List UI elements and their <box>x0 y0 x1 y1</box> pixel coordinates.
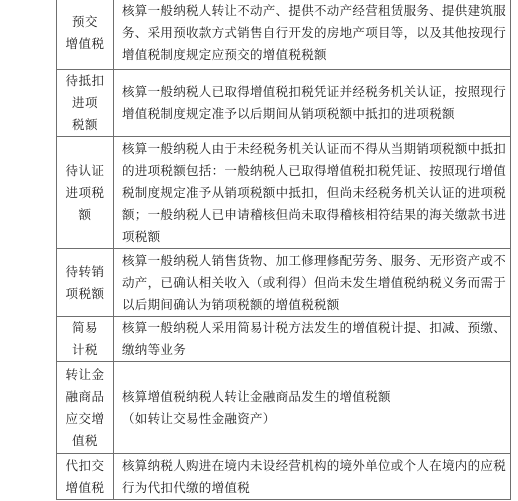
description-line: 额；一般纳税人已申请稽核但尚未取得稽核相符结果的海关缴款书进 <box>122 206 507 222</box>
account-name-line: 预交 <box>71 13 98 29</box>
account-description-cell <box>114 249 511 317</box>
account-name-line: 值税 <box>71 432 98 448</box>
account-description-cell <box>114 0 511 70</box>
account-name-line: 转让金 <box>65 366 105 382</box>
account-name-cell <box>57 0 114 70</box>
description-line: 核算一般纳税人已取得增值税扣税凭证并经税务机关认证，按照现行 <box>122 84 507 99</box>
account-name-cell <box>57 454 114 500</box>
left-margin <box>0 0 56 501</box>
account-name-line: 税额 <box>71 117 98 132</box>
table-row <box>57 362 511 454</box>
account-name-cell <box>57 317 114 362</box>
account-name-cell <box>57 137 114 249</box>
table-row <box>57 317 511 362</box>
description-line: 核算一般纳税人由于未经税务机关认证而不得从当期销项税额中抵扣 <box>122 140 507 156</box>
table-row <box>57 249 511 317</box>
table-row <box>57 70 511 137</box>
account-name-cell <box>57 70 114 137</box>
account-name-line: 简易 <box>71 320 98 335</box>
account-name-line: 融商品 <box>65 388 105 404</box>
table-body <box>57 0 511 500</box>
description-line: 增值税制度规定准予以后期间从销项税额中抵扣的进项税额 <box>122 106 455 121</box>
table-row <box>57 137 511 249</box>
description-line: 核算一般纳税人销售货物、加工修理修配劳务、服务、无形资产或不 <box>122 252 507 268</box>
description-line: 行为代扣代缴的增值税 <box>122 479 251 495</box>
account-name-line: 待转销 <box>65 263 105 279</box>
description-line: 核算一般纳税人转让不动产、提供不动产经营租赁服务、提供建筑服 <box>122 2 507 18</box>
account-description-cell <box>114 454 511 500</box>
description-line: 动产，已确认相关收入（或利得）但尚未发生增值税纳税义务而需于 <box>122 274 507 290</box>
description-line: 核算一般纳税人采用简易计税方法发生的增值税计提、扣减、预缴、 <box>122 320 507 335</box>
description-line: （如转让交易性金融资产） <box>122 410 276 426</box>
account-name-line: 额 <box>78 206 92 222</box>
description-line: 以后期间确认为销项税额的增值税税额 <box>122 296 340 312</box>
account-description-cell <box>114 70 511 137</box>
description-line: 务、采用预收款方式销售自行开发的房地产项目等，以及其他按现行 <box>122 24 507 40</box>
account-description-cell <box>114 317 511 362</box>
description-line: 缴纳等业务 <box>122 342 187 357</box>
account-description-cell <box>114 362 511 454</box>
account-name-line: 待认证 <box>65 162 105 178</box>
table-row <box>57 454 511 500</box>
vat-subaccount-table <box>56 0 511 500</box>
account-name-line: 代扣交 <box>65 457 105 473</box>
account-name-line: 待抵扣 <box>65 73 105 88</box>
description-line: 核算纳税人购进在境内未设经营机构的境外单位或个人在境内的应税 <box>122 457 507 473</box>
account-description-cell <box>114 137 511 249</box>
account-name-line: 进项税 <box>65 184 105 200</box>
account-name-line: 增值税 <box>65 35 105 51</box>
account-name-line: 增值税 <box>65 479 105 495</box>
description-line: 项税额 <box>122 228 161 244</box>
account-name-line: 进项 <box>71 95 98 110</box>
table-row <box>57 0 511 70</box>
description-line: 增值税制度规定应预交的增值税税额 <box>122 46 327 62</box>
account-name-cell <box>57 362 114 454</box>
description-line: 的进项税额包括：一般纳税人已取得增值税扣税凭证、按照现行增值 <box>122 162 507 178</box>
account-name-line: 项税额 <box>65 285 105 301</box>
description-line: 税制度规定准予从销项税额中抵扣，但尚未经税务机关认证的进项税 <box>122 184 507 200</box>
account-name-cell <box>57 249 114 317</box>
description-line: 核算增值税纳税人转让金融商品发生的增值税额 <box>122 388 391 404</box>
account-name-line: 计税 <box>71 342 98 357</box>
account-name-line: 应交增 <box>65 410 105 426</box>
